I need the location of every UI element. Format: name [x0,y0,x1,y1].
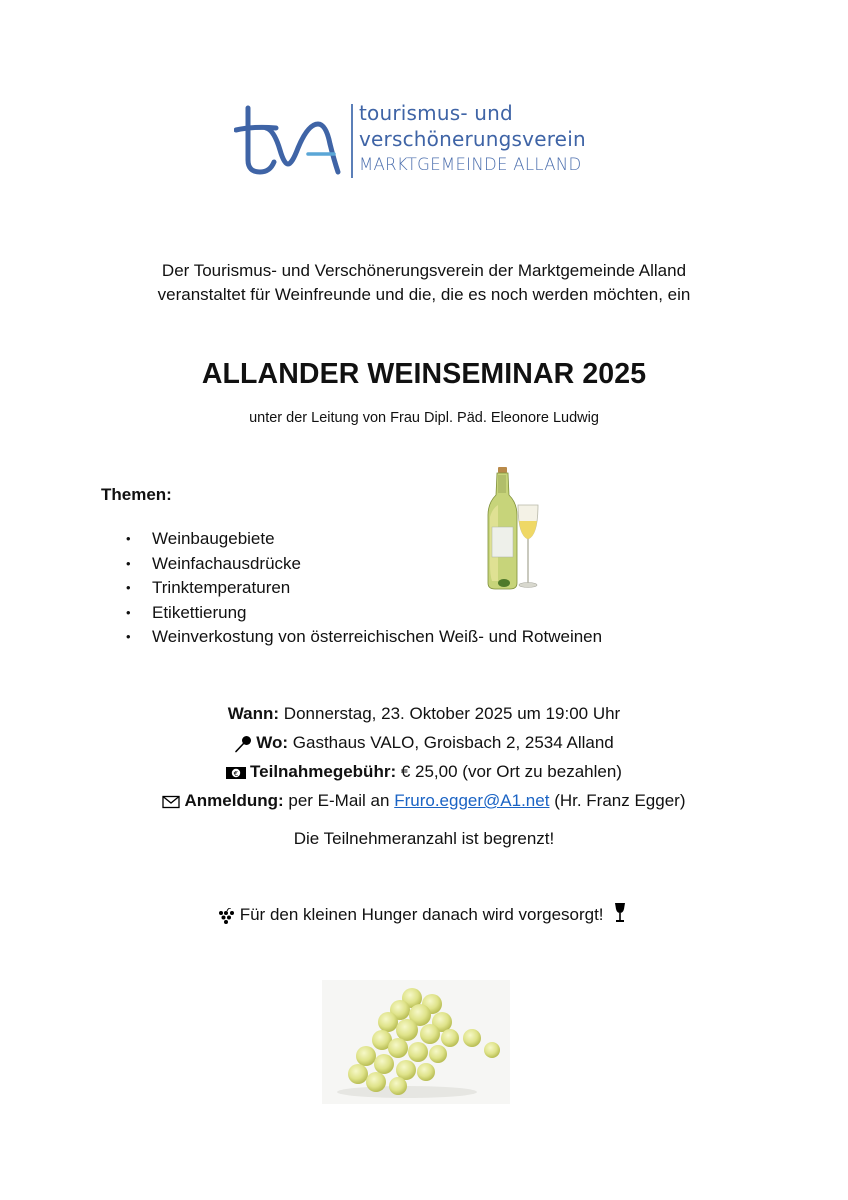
intro-line-1: Der Tourismus- und Verschönerungsverein der Marktgemeinde Alland [161,261,687,280]
limit-note: Die Teilnehmeranzahl ist begrenzt! [293,829,555,848]
topic-label: Weinfachausdrücke [152,553,301,573]
snack-note [0,900,848,929]
bullet-icon: • [126,629,131,644]
registration-suffix: (Hr. Franz Egger) [554,791,686,810]
tva-logo-mark [234,104,344,178]
bullet-icon: • [126,604,131,620]
fee-label: Teilnahmegebühr: [250,762,397,781]
registration-row [0,786,848,815]
logo-line-3: MARKTGEMEINDE ALLAND [359,155,582,174]
when-row [0,699,848,728]
fee-row [0,757,848,786]
logo-line-1: tourismus- und [359,101,513,125]
where-value: Gasthaus VALO, Groisbach 2, 2534 Alland [292,733,614,752]
topic-label: Weinverkostung von österreichischen Weiß- und Rotweinen [152,627,603,646]
page-subtitle: unter der Leitung von Frau Dipl. Päd. Eleonore Ludwig [249,410,599,426]
wine-bottle-illustration [484,465,544,593]
bullet-icon: • [126,580,131,595]
grapes-icon [218,908,236,924]
list-item [101,625,602,650]
svg-text:€: € [233,769,239,778]
wine-glass-icon [614,903,626,923]
topic-label: Weinbaugebiete [152,529,275,548]
fee-value: € 25,00 (vor Ort zu bezahlen) [400,762,622,781]
where-row [0,728,848,757]
when-value: Donnerstag, 23. Oktober 2025 um 19:00 Uhr [283,704,621,723]
bullet-icon: • [126,531,131,546]
banknote-icon [226,766,246,780]
snack-text: Für den kleinen Hunger danach wird vorgesorgt! [239,905,604,924]
intro-line-2: veranstaltet für Weinfreunde und die, die es noch werden möchten, ein [157,285,691,304]
topic-label: Etikettierung [152,602,247,622]
logo-text [359,100,586,178]
list-item [101,601,602,626]
email-link[interactable]: Fruro.egger@A1.net [394,791,550,810]
grapes-photo [322,980,510,1104]
topic-label: Trinktemperaturen [152,578,291,597]
when-label: Wann: [227,704,280,723]
event-details [0,699,848,853]
bullet-icon: • [126,555,131,571]
where-label: Wo: [256,733,289,752]
registration-label: Anmeldung: [184,791,284,810]
topics-heading: Themen: [101,485,172,504]
tva-logo [234,100,616,182]
page-title: ALLANDER WEINSEMINAR 2025 [201,358,647,390]
logo-divider [351,104,353,178]
registration-prefix: per E-Mail an [288,791,390,810]
envelope-icon [162,795,180,809]
logo-line-2: verschönerungsverein [359,127,586,151]
intro-text [0,259,848,307]
pushpin-icon [234,735,252,753]
